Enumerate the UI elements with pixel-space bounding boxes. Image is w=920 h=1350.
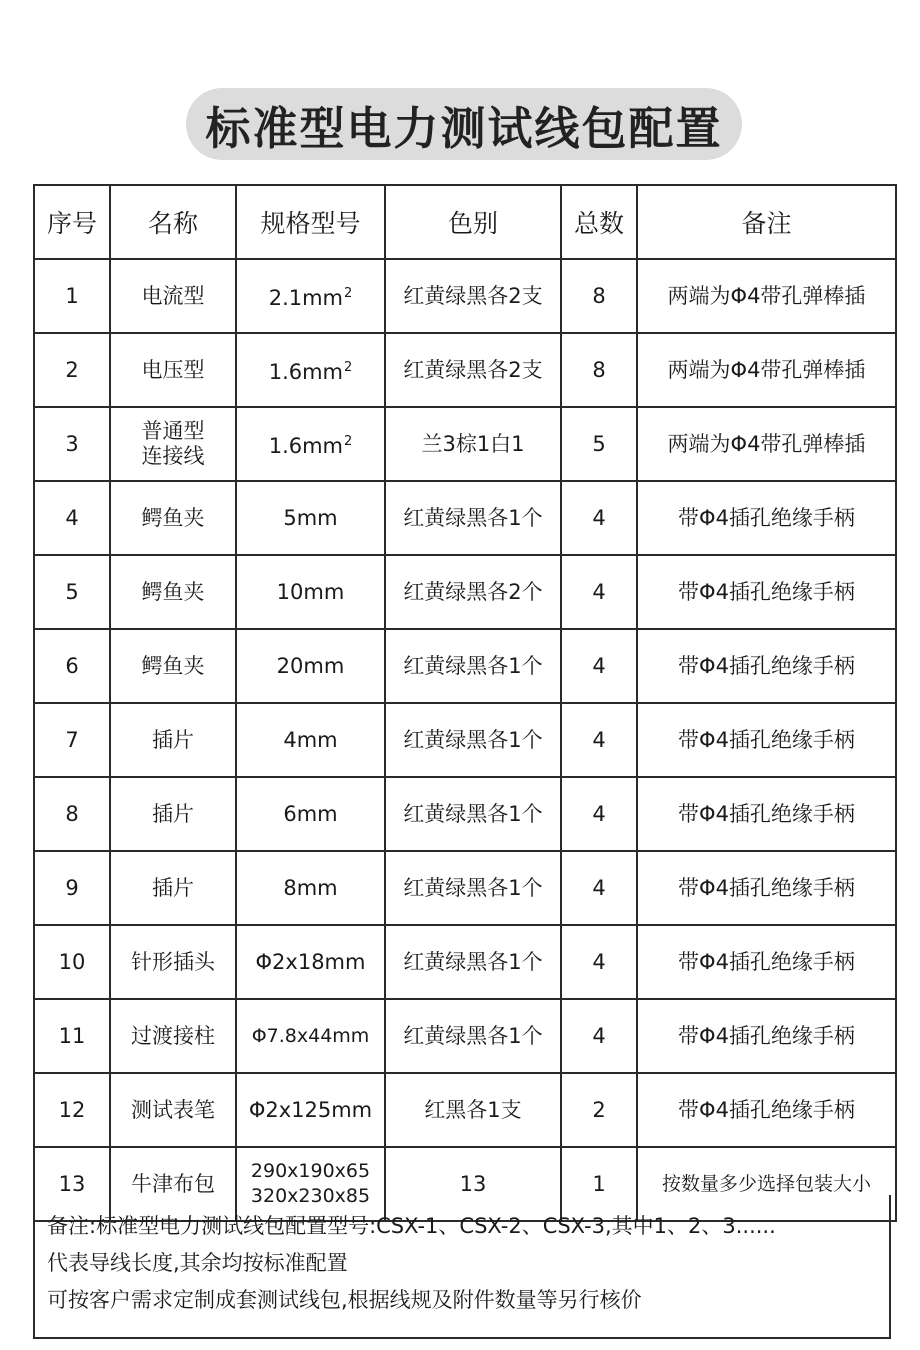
table-row bbox=[34, 259, 896, 333]
cell-color: 红黄绿黑各1个 bbox=[385, 703, 561, 777]
cell-name: 测试表笔 bbox=[110, 1073, 236, 1147]
table-row bbox=[34, 851, 896, 925]
cell-total: 1 bbox=[561, 1147, 637, 1221]
cell-no: 4 bbox=[34, 481, 110, 555]
cell-remark: 带Φ4插孔绝缘手柄 bbox=[637, 777, 896, 851]
cell-total: 4 bbox=[561, 629, 637, 703]
cell-remark: 带Φ4插孔绝缘手柄 bbox=[637, 703, 896, 777]
table-row bbox=[34, 777, 896, 851]
table-row bbox=[34, 703, 896, 777]
header-total: 总数 bbox=[561, 185, 637, 259]
table-row bbox=[34, 407, 896, 481]
table-row bbox=[34, 481, 896, 555]
config-table bbox=[33, 184, 897, 1222]
cell-spec: Φ7.8x44mm bbox=[236, 999, 385, 1073]
table-row bbox=[34, 629, 896, 703]
cell-no: 9 bbox=[34, 851, 110, 925]
cell-no: 3 bbox=[34, 407, 110, 481]
cell-color: 红黄绿黑各1个 bbox=[385, 481, 561, 555]
cell-color: 兰3棕1白1 bbox=[385, 407, 561, 481]
cell-spec: 6mm bbox=[236, 777, 385, 851]
cell-no: 10 bbox=[34, 925, 110, 999]
cell-color: 红黄绿黑各2支 bbox=[385, 333, 561, 407]
spec-value: 1.6mm bbox=[268, 434, 344, 458]
cell-name: 过渡接柱 bbox=[110, 999, 236, 1073]
cell-remark: 带Φ4插孔绝缘手柄 bbox=[637, 851, 896, 925]
cell-name: 牛津布包 bbox=[110, 1147, 236, 1221]
cell-name: 针形插头 bbox=[110, 925, 236, 999]
cell-name: 鳄鱼夹 bbox=[110, 481, 236, 555]
cell-remark: 按数量多少选择包装大小 bbox=[637, 1147, 896, 1221]
note-line: 代表导线长度,其余均按标准配置 bbox=[47, 1251, 348, 1275]
cell-color: 红黑各1支 bbox=[385, 1073, 561, 1147]
cell-color: 红黄绿黑各2支 bbox=[385, 259, 561, 333]
square-mark: 2 bbox=[344, 286, 353, 301]
cell-spec: 4mm bbox=[236, 703, 385, 777]
cell-spec bbox=[236, 259, 385, 333]
note-line: 可按客户需求定制成套测试线包,根据线规及附件数量等另行核价 bbox=[47, 1288, 642, 1312]
cell-remark: 带Φ4插孔绝缘手柄 bbox=[637, 629, 896, 703]
cell-total: 2 bbox=[561, 1073, 637, 1147]
note-line: 备注:标准型电力测试线包配置型号:CSX-1、CSX-2、CSX-3,其中1、2、3...... bbox=[47, 1214, 776, 1238]
header-spec: 规格型号 bbox=[236, 185, 385, 259]
cell-color: 红黄绿黑各1个 bbox=[385, 999, 561, 1073]
cell-total: 8 bbox=[561, 333, 637, 407]
cell-no: 8 bbox=[34, 777, 110, 851]
page-title: 标准型电力测试线包配置 bbox=[205, 101, 723, 155]
cell-no: 12 bbox=[34, 1073, 110, 1147]
cell-no: 11 bbox=[34, 999, 110, 1073]
cell-no: 2 bbox=[34, 333, 110, 407]
cell-no: 5 bbox=[34, 555, 110, 629]
cell-name: 电压型 bbox=[110, 333, 236, 407]
cell-remark: 两端为Φ4带孔弹棒插 bbox=[637, 333, 896, 407]
cell-remark: 两端为Φ4带孔弹棒插 bbox=[637, 259, 896, 333]
cell-spec bbox=[236, 333, 385, 407]
cell-no: 6 bbox=[34, 629, 110, 703]
spec-value: 2.1mm bbox=[268, 286, 344, 310]
cell-total: 4 bbox=[561, 999, 637, 1073]
cell-remark: 带Φ4插孔绝缘手柄 bbox=[637, 999, 896, 1073]
header-name: 名称 bbox=[110, 185, 236, 259]
cell-no: 1 bbox=[34, 259, 110, 333]
header-remark: 备注 bbox=[637, 185, 896, 259]
table-row bbox=[34, 999, 896, 1073]
cell-no: 7 bbox=[34, 703, 110, 777]
cell-total: 4 bbox=[561, 555, 637, 629]
cell-remark: 带Φ4插孔绝缘手柄 bbox=[637, 555, 896, 629]
cell-spec: Φ2x18mm bbox=[236, 925, 385, 999]
cell-name: 插片 bbox=[110, 777, 236, 851]
cell-remark: 两端为Φ4带孔弹棒插 bbox=[637, 407, 896, 481]
table-row bbox=[34, 333, 896, 407]
header-no: 序号 bbox=[34, 185, 110, 259]
cell-name: 鳄鱼夹 bbox=[110, 555, 236, 629]
cell-spec: 10mm bbox=[236, 555, 385, 629]
title-banner bbox=[186, 88, 742, 160]
cell-spec: 20mm bbox=[236, 629, 385, 703]
cell-total: 4 bbox=[561, 851, 637, 925]
cell-color: 红黄绿黑各2个 bbox=[385, 555, 561, 629]
table-row bbox=[34, 925, 896, 999]
cell-color: 红黄绿黑各1个 bbox=[385, 629, 561, 703]
header-color: 色别 bbox=[385, 185, 561, 259]
cell-color: 红黄绿黑各1个 bbox=[385, 777, 561, 851]
cell-spec: 5mm bbox=[236, 481, 385, 555]
cell-name: 普通型 连接线 bbox=[110, 407, 236, 481]
cell-total: 4 bbox=[561, 925, 637, 999]
cell-color: 红黄绿黑各1个 bbox=[385, 851, 561, 925]
cell-total: 4 bbox=[561, 481, 637, 555]
cell-remark: 带Φ4插孔绝缘手柄 bbox=[637, 925, 896, 999]
cell-color: 13 bbox=[385, 1147, 561, 1221]
spec-value: 1.6mm bbox=[268, 360, 344, 384]
cell-remark: 带Φ4插孔绝缘手柄 bbox=[637, 1073, 896, 1147]
table-row bbox=[34, 555, 896, 629]
cell-spec: 8mm bbox=[236, 851, 385, 925]
cell-total: 8 bbox=[561, 259, 637, 333]
cell-total: 4 bbox=[561, 703, 637, 777]
cell-name: 鳄鱼夹 bbox=[110, 629, 236, 703]
cell-name: 插片 bbox=[110, 703, 236, 777]
cell-no: 13 bbox=[34, 1147, 110, 1221]
cell-spec bbox=[236, 407, 385, 481]
cell-color: 红黄绿黑各1个 bbox=[385, 925, 561, 999]
notes-box bbox=[33, 1195, 891, 1339]
cell-remark: 带Φ4插孔绝缘手柄 bbox=[637, 481, 896, 555]
cell-name: 电流型 bbox=[110, 259, 236, 333]
cell-total: 4 bbox=[561, 777, 637, 851]
cell-spec: Φ2x125mm bbox=[236, 1073, 385, 1147]
square-mark: 2 bbox=[344, 434, 353, 449]
table-row bbox=[34, 1073, 896, 1147]
cell-total: 5 bbox=[561, 407, 637, 481]
table-header-row bbox=[34, 185, 896, 259]
square-mark: 2 bbox=[344, 360, 353, 375]
cell-name: 插片 bbox=[110, 851, 236, 925]
cell-spec: 290x190x65 320x230x85 bbox=[236, 1147, 385, 1221]
